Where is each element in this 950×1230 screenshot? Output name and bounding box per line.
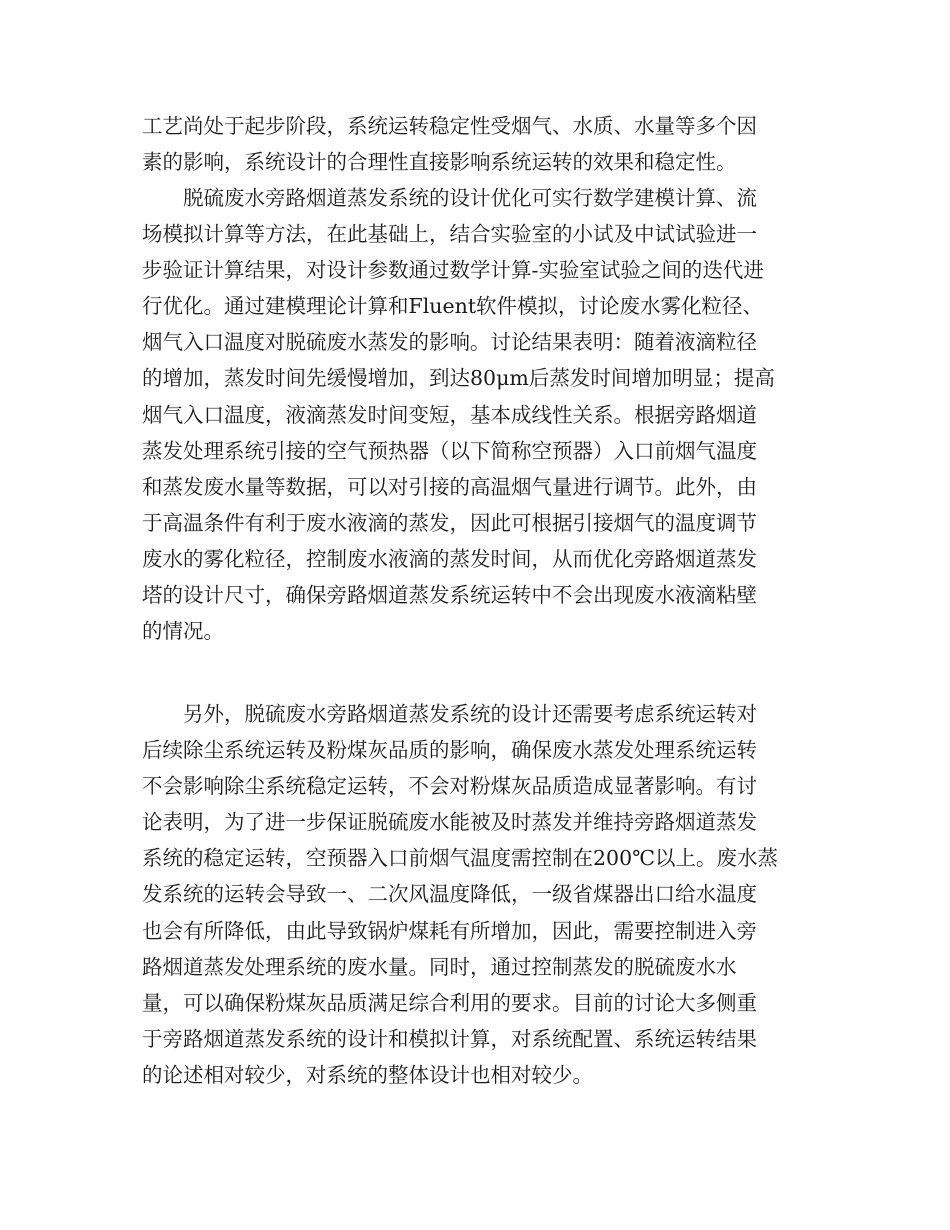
text-line: 步验证计算结果，对设计参数通过数学计算-实验室试验之间的迭代进	[142, 258, 764, 283]
text-line: 不会影响除尘系统稳定运转，不会对粉煤灰品质造成显著影响。有讨	[142, 774, 757, 799]
text-line: 发系统的运转会导致一、二次风温度降低，一级省煤器出口给水温度	[142, 882, 757, 907]
text-line: 于旁路烟道蒸发系统的设计和模拟计算，对系统配置、系统运转结果	[142, 1026, 757, 1051]
text-line: 路烟道蒸发处理系统的废水量。同时，通过控制蒸发的脱硫废水水	[142, 954, 737, 979]
text-line: 的情况。	[142, 619, 224, 644]
text-line: 蒸发处理系统引接的空气预热器（以下简称空预器）入口前烟气温度	[142, 438, 757, 463]
text-line: 脱硫废水旁路烟道蒸发系统的设计优化可实行数学建模计算、流	[183, 186, 757, 210]
paragraph-text	[142, 696, 812, 1093]
text-line: 烟气入口温度对脱硫废水蒸发的影响。讨论结果表明：随着液滴粒径	[142, 330, 757, 355]
text-line: 场模拟计算等方法，在此基础上，结合实验室的小试及中试试验进一	[142, 222, 757, 247]
text-line: 废水的雾化粒径，控制废水液滴的蒸发时间，从而优化旁路烟道蒸发	[142, 546, 757, 571]
text-line: 的增加，蒸发时间先缓慢增加，到达80μm后蒸发时间增加明显；提高	[142, 366, 775, 391]
text-line: 的论述相对较少，对系统的整体设计也相对较少。	[142, 1062, 593, 1087]
text-line: 素的影响，系统设计的合理性直接影响系统运转的效果和稳定性。	[142, 150, 737, 175]
paragraph-2	[142, 180, 812, 649]
text-line: 量，可以确保粉煤灰品质满足综合利用的要求。目前的讨论大多侧重	[142, 990, 757, 1015]
text-line: 工艺尚处于起步阶段，系统运转稳定性受烟气、水质、水量等多个因	[142, 114, 757, 138]
text-line: 系统的稳定运转，空预器入口前烟气温度需控制在200℃以上。废水蒸	[142, 846, 779, 871]
paragraph-3	[142, 696, 812, 1093]
paragraph-text	[142, 180, 812, 649]
text-line: 和蒸发废水量等数据，可以对引接的高温烟气量进行调节。此外，由	[142, 474, 757, 499]
text-line: 后续除尘系统运转及粉煤灰品质的影响，确保废水蒸发处理系统运转	[142, 738, 757, 763]
text-line: 另外，脱硫废水旁路烟道蒸发系统的设计还需要考虑系统运转对	[183, 702, 757, 726]
text-line: 于高温条件有利于废水液滴的蒸发，因此可根据引接烟气的温度调节	[142, 510, 757, 535]
paragraph-text	[142, 108, 812, 180]
text-line: 塔的设计尺寸，确保旁路烟道蒸发系统运转中不会出现废水液滴粘壁	[142, 583, 757, 608]
text-line: 也会有所降低，由此导致锅炉煤耗有所增加，因此，需要控制进入旁	[142, 918, 757, 943]
paragraph-1	[142, 108, 812, 180]
text-line: 论表明，为了进一步保证脱硫废水能被及时蒸发并维持旁路烟道蒸发	[142, 810, 757, 835]
text-line: 行优化。通过建模理论计算和Fluent软件模拟，讨论废水雾化粒径、	[142, 294, 764, 319]
text-line: 烟气入口温度，液滴蒸发时间变短，基本成线性关系。根据旁路烟道	[142, 402, 757, 427]
